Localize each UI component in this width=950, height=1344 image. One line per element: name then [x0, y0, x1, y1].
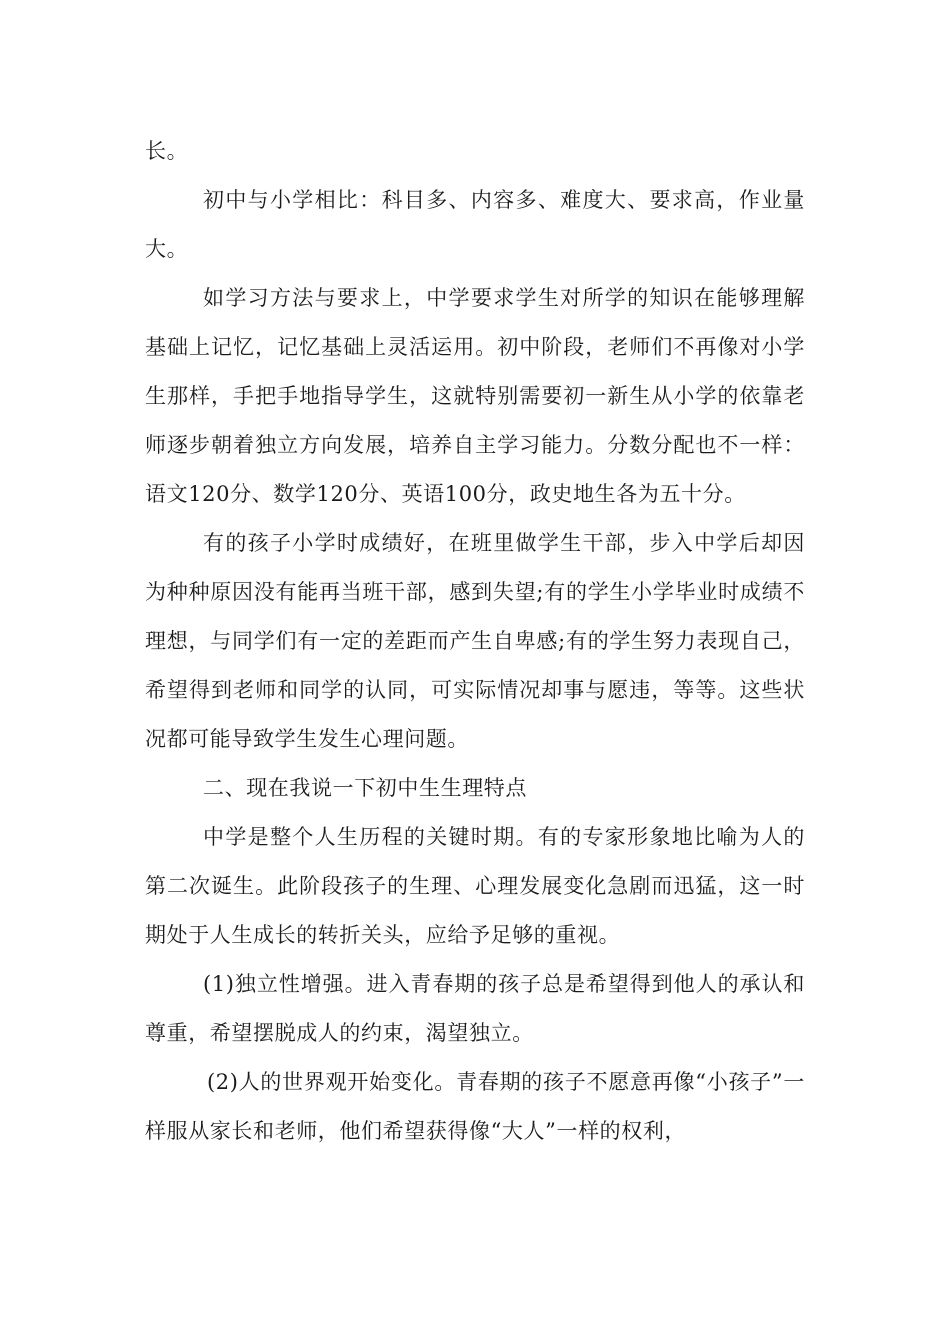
- paragraph: 中学是整个人生历程的关键时期。有的专家形象地比喻为人的第二次诞生。此阶段孩子的生理、心理发展变化急剧而迅猛，这一时期处于人生成长的转折关头，应给予足够的重视。: [145, 825, 805, 947]
- paragraph: 如学习方法与要求上，中学要求学生对所学的知识在能够理解基础上记忆，记忆基础上灵活运用。初中阶段，老师们不再像对小学生那样，手把手地指导学生，这就特别需要初一新生从小学的依靠老师逐步朝着独立方向发展，培养自主学习能力。分数分配也不一样：语文120分、数学120分、英语100分，政史地生各为五十分。: [145, 286, 805, 506]
- list-item: (2)人的世界观开始变化。青春期的孩子不愿意再像“小孩子”一样服从家长和老师，他们希望获得像“大人”一样的权利，: [145, 1070, 805, 1143]
- paragraph: 有的孩子小学时成绩好，在班里做学生干部，步入中学后却因为种种原因没有能再当班干部，感到失望;有的学生小学毕业时成绩不理想，与同学们有一定的差距而产生自卑感;有的学生努力表现自己，希望得到老师和同学的认同，可实际情况却事与愿违，等等。这些状况都可能导致学生发生心理问题。: [145, 531, 805, 751]
- document-body: [145, 127, 805, 1156]
- list-item: (1)独立性增强。进入青春期的孩子总是希望得到他人的承认和尊重，希望摆脱成人的约束，渴望独立。: [145, 972, 805, 1045]
- section-heading: 二、现在我说一下初中生生理特点: [203, 776, 527, 800]
- paragraph-continuation: 长。: [145, 139, 189, 163]
- paragraph: 初中与小学相比：科目多、内容多、难度大、要求高，作业量大。: [145, 188, 805, 261]
